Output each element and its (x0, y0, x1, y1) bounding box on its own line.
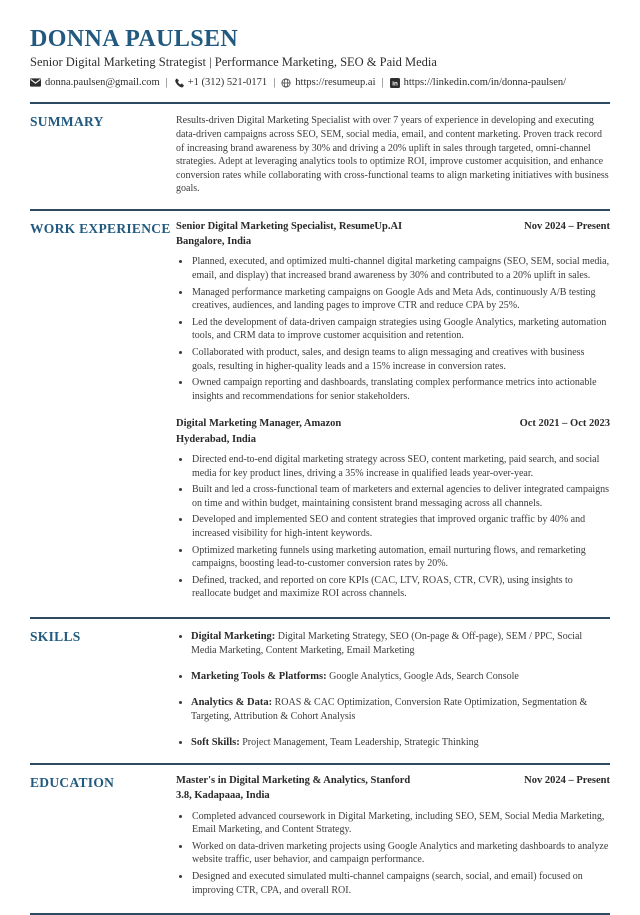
job-entry (176, 417, 610, 600)
job-bullet: • Planned, executed, and optimized multi-channel digital marketing campaigns (SEO, SEM, social media, email, and display) that increased brand awareness by 30% and contributed to a 20% uplift in sales. (191, 255, 610, 282)
contact-separator: | (381, 77, 384, 89)
skill-values: ROAS & CAC Optimization, Conversion Rate Optimization, Segmentation & Targeting, Attribution & Cohort Analysis (191, 697, 588, 723)
job-bullet: • Built and led a cross-functional team of marketers and external agencies to deliver integrated campaigns on time and within budget, maintaining consistent brand messaging across all channels. (191, 483, 610, 510)
linkedin-text[interactable]: https://linkedin.com/in/donna-paulsen/ (403, 77, 567, 89)
contact-email (30, 77, 160, 88)
job-title: Digital Marketing Manager, Amazon (176, 418, 342, 430)
job-bullet: • Managed performance marketing campaigns on Google Ads and Meta Ads, continuously A/B testing creatives, audiences, and landing pages to improve CTR and reduce CPA by 25%. (191, 286, 610, 313)
contact-separator: | (273, 77, 276, 89)
job-bullet-list (176, 255, 610, 403)
job-list (176, 220, 610, 604)
resume-header (30, 26, 610, 88)
section-education (30, 763, 610, 913)
job-location: Bangalore, India (176, 236, 252, 248)
education-list (176, 774, 610, 900)
email-text[interactable]: donna.paulsen@gmail.com (45, 77, 160, 89)
skill-values: Google Analytics, Google Ads, Search Console (326, 670, 519, 682)
phone-text: +1 (312) 521-0171 (187, 77, 268, 89)
skill-values: Project Management, Team Leadership, Strategic Thinking (239, 736, 479, 748)
headline: Senior Digital Marketing Strategist | Performance Marketing, SEO & Paid Media (30, 55, 437, 70)
education-bullet-list (176, 810, 610, 898)
envelope-icon (30, 78, 41, 87)
skill-item (191, 630, 610, 658)
job-bullet: • Collaborated with product, sales, and design teams to align messaging and creatives with business goals, resulting in higher-quality leads and a 15% increase in conversion rates. (191, 346, 610, 373)
skill-category-label: Analytics & Data: (191, 697, 273, 709)
education-bullet: • Completed advanced coursework in Digital Marketing, including SEO, SEM, Social Media Marketing, Email Marketing, and Content Strategy. (191, 810, 610, 837)
skill-category-label: Soft Skills: (191, 736, 240, 748)
contact-linkedin (390, 77, 566, 88)
job-location: Hyderabad, India (176, 433, 256, 445)
education-header (176, 774, 610, 788)
globe-icon (281, 78, 291, 88)
svg-text:in: in (391, 80, 398, 88)
job-bullet: • Developed and implemented SEO and content strategies that improved organic traffic by 40% and increased visibility for high-intent keywords. (191, 513, 610, 540)
job-bullet: • Led the development of data-driven campaign strategies using Google Analytics, marketing automation tools, and CRM data to improve customer acquisition and retention. (191, 316, 610, 343)
skills-list (176, 630, 610, 750)
skill-category-label: Digital Marketing: (191, 630, 276, 642)
section-skills (30, 617, 610, 763)
contact-row (30, 77, 610, 88)
job-dates: Oct 2021 – Oct 2023 (519, 418, 610, 430)
section-summary (30, 102, 610, 209)
job-entry (176, 220, 610, 403)
person-name: DONNA PAULSEN (30, 26, 239, 52)
work-experience-heading: WORK EXPERIENCE (30, 220, 171, 236)
education-bullet: • Designed and executed simulated multi-channel campaigns (search, social, and email) focused on improving CTR, CPA, and overall ROI. (191, 870, 610, 897)
contact-separator: | (165, 77, 168, 89)
skill-item (191, 736, 610, 750)
education-location: 3.8, Kadapaaa, India (176, 790, 270, 802)
education-entry (176, 774, 610, 897)
skill-item (191, 696, 610, 724)
degree-title: Master's in Digital Marketing & Analytics, Stanford (176, 775, 411, 787)
job-bullet: • Owned campaign reporting and dashboards, translating complex performance metrics into actionable insights and recommendations for senior stakeholders. (191, 376, 610, 403)
skill-item (191, 670, 610, 684)
job-bullet: • Optimized marketing funnels using marketing automation, email nurturing flows, and remarketing campaigns, boosting lead-to-customer conversion rates by 20%. (191, 544, 610, 571)
education-heading: EDUCATION (30, 775, 115, 791)
website-text[interactable]: https://resumeup.ai (295, 77, 376, 89)
section-work-experience (30, 209, 610, 617)
job-bullet: • Directed end-to-end digital marketing strategy across SEO, content marketing, paid search, and social media for key product lines, driving a 35% increase in qualified leads year-over-year. (191, 453, 610, 480)
education-bullet: • Worked on data-driven marketing projects using Google Analytics and marketing dashboards to analyze website traffic, user behavior, and campaign performance. (191, 840, 610, 867)
linkedin-icon (390, 78, 400, 88)
phone-icon (174, 78, 184, 88)
job-bullet-list (176, 453, 610, 601)
job-dates: Nov 2024 – Present (524, 220, 610, 232)
contact-website (281, 77, 375, 88)
skills-heading: SKILLS (30, 628, 81, 644)
summary-heading: SUMMARY (30, 114, 104, 130)
skill-category-label: Marketing Tools & Platforms: (191, 670, 327, 682)
summary-text: Results-driven Digital Marketing Specialist with over 7 years of experience in developing and executing data-driven campaigns across SEO, SEM, social media, email, and content marketing. Proven track record of increasing brand awareness by 30% and driving a 20% uplift in sales through targeted, omni-channel strategies. Adept at leveraging analytics tools to optimize ROI, improve customer acquisition, and enhance conversion rates while collaborating with cross-functional teams to align marketing initiatives with business goals. (176, 115, 609, 195)
job-bullet: • Defined, tracked, and reported on core KPIs (CAC, LTV, ROAS, CTR, CVR), using insights to reallocate budget and maximize ROI across channels. (191, 574, 610, 601)
job-header (176, 417, 610, 431)
contact-phone (174, 77, 267, 88)
skill-values: Digital Marketing Strategy, SEO (On-page & Off-page), SEM / PPC, Social Media Marketing, Content Marketing, Email Marketing (191, 630, 583, 657)
education-dates: Nov 2024 – Present (524, 775, 610, 787)
job-header (176, 220, 610, 234)
job-title: Senior Digital Marketing Specialist, ResumeUp.AI (176, 220, 403, 232)
